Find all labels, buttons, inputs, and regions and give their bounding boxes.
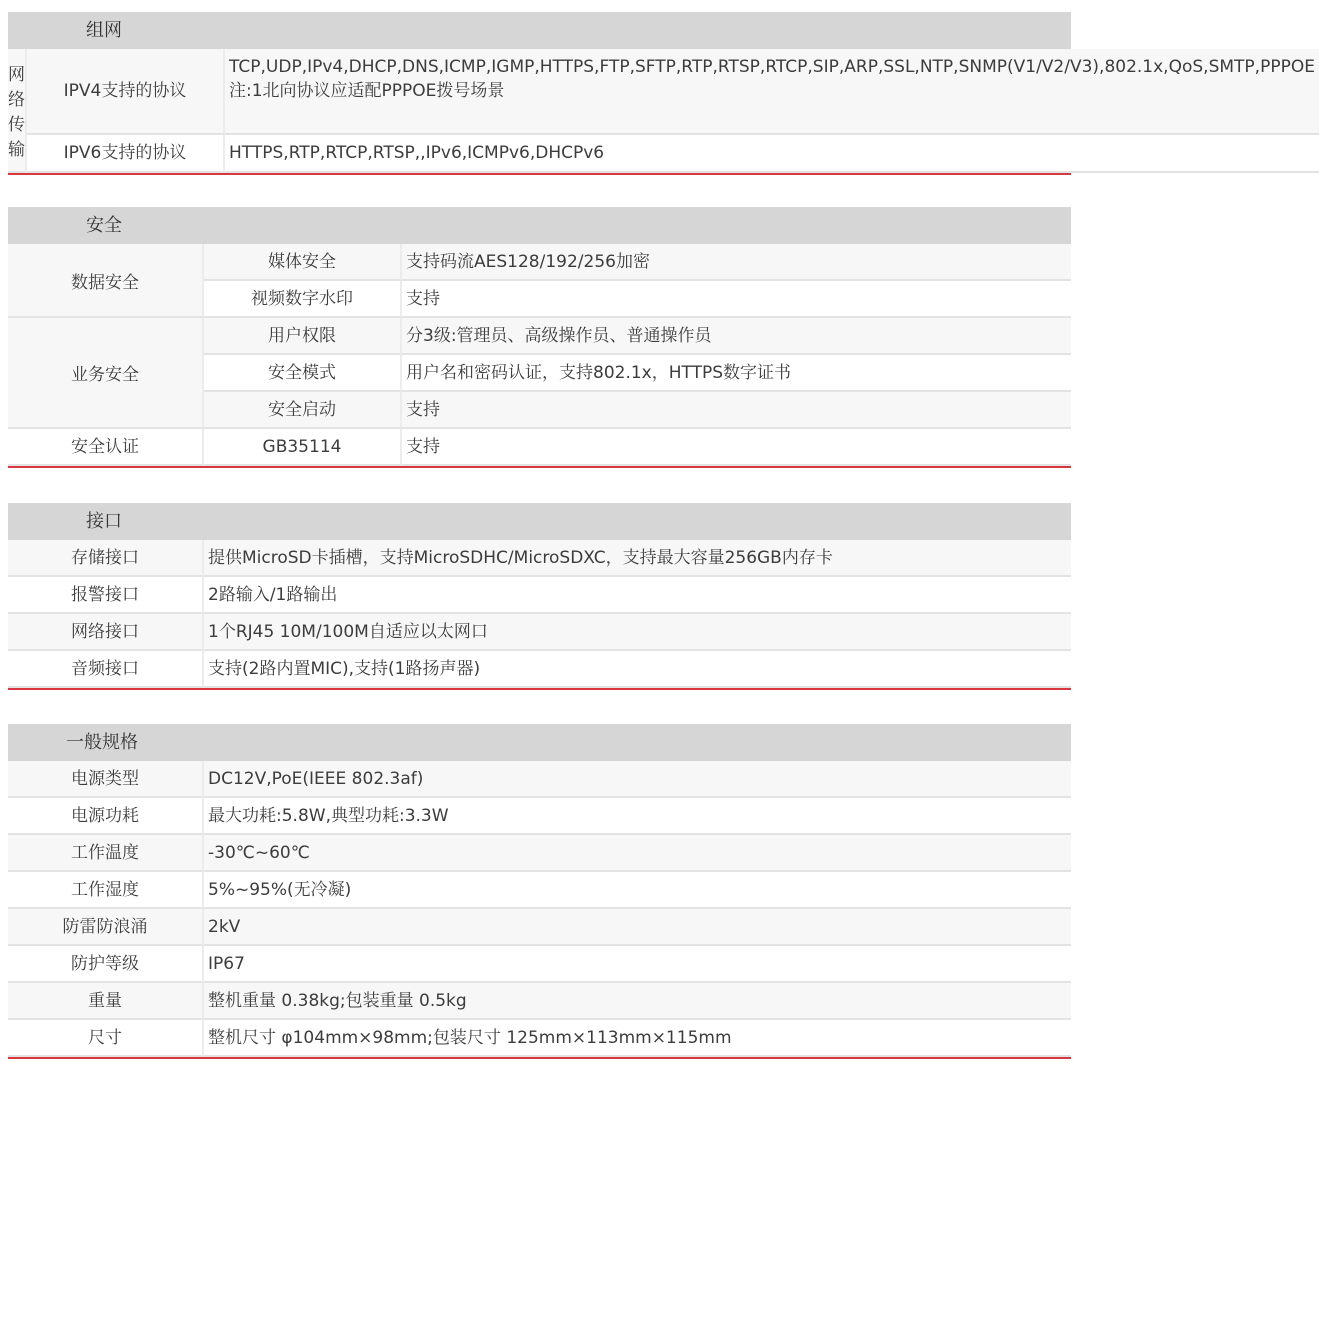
section-title: 组网: [8, 12, 1071, 49]
row-label: 视频数字水印: [204, 281, 402, 318]
network-transport-group: [8, 49, 1315, 173]
row-label: 工作温度: [8, 835, 204, 872]
row-label: IPV4支持的协议: [27, 49, 225, 135]
row-label: 安全启动: [204, 392, 402, 429]
row-label: 媒体安全: [204, 244, 402, 281]
networking-section: [8, 12, 1315, 175]
table-row: [8, 983, 1071, 1020]
table-row: [204, 318, 1071, 355]
section-divider: [8, 173, 1071, 175]
table-row: [204, 392, 1071, 429]
row-value: 支持: [402, 392, 1071, 429]
table-row: [8, 798, 1071, 835]
row-value: IP67: [204, 946, 1071, 983]
row-value: 2路输入/1路输出: [204, 577, 1071, 614]
table-row: [8, 946, 1071, 983]
table-row: [8, 909, 1071, 946]
row-label: 音频接口: [8, 651, 204, 688]
section-divider: [8, 466, 1071, 468]
group-label: 网络传输: [8, 49, 27, 173]
table-row: [8, 651, 1071, 688]
row-value: 支持码流AES128/192/256加密: [402, 244, 1071, 281]
row-label: 工作湿度: [8, 872, 204, 909]
security-section: [8, 207, 1071, 468]
table-row: [8, 614, 1071, 651]
section-title: 接口: [8, 503, 1071, 540]
table-row: [27, 49, 1319, 135]
row-label: 尺寸: [8, 1020, 204, 1057]
row-value: 整机尺寸 φ104mm×98mm;包装尺寸 125mm×113mm×115mm: [204, 1020, 1071, 1057]
table-row: [27, 135, 1319, 173]
row-value: 支持: [402, 281, 1071, 318]
table-row: [8, 429, 1071, 466]
row-label: 报警接口: [8, 577, 204, 614]
row-value: 整机重量 0.38kg;包装重量 0.5kg: [204, 983, 1071, 1020]
row-value: 最大功耗:5.8W,典型功耗:3.3W: [204, 798, 1071, 835]
row-value: HTTPS,RTP,RTCP,RTSP,,IPv6,ICMPv6,DHCPv6: [225, 135, 1319, 173]
row-label: 电源类型: [8, 761, 204, 798]
row-value: TCP,UDP,IPv4,DHCP,DNS,ICMP,IGMP,HTTPS,FTP,SFTP,RTP,RTSP,RTCP,SIP,ARP,SSL,NTP,SNMP(V1/V2/V3),802.1x,QoS,SMTP,PPPOE 注:1北向协议应适配PPPOE拨号场景: [225, 49, 1319, 135]
data-security-group: [8, 244, 1071, 318]
row-label: 防护等级: [8, 946, 204, 983]
row-standard: GB35114: [204, 429, 402, 466]
row-label: 安全模式: [204, 355, 402, 392]
section-title: 一般规格: [8, 724, 1071, 761]
row-value: DC12V,PoE(IEEE 802.3af): [204, 761, 1071, 798]
interfaces-section: [8, 503, 1071, 690]
row-label: 用户权限: [204, 318, 402, 355]
row-label: 网络接口: [8, 614, 204, 651]
row-value: 1个RJ45 10M/100M自适应以太网口: [204, 614, 1071, 651]
row-value: 5%~95%(无冷凝): [204, 872, 1071, 909]
row-value: 2kV: [204, 909, 1071, 946]
row-label: 安全认证: [8, 429, 204, 466]
table-row: [8, 835, 1071, 872]
table-row: [8, 761, 1071, 798]
group-label: 业务安全: [8, 318, 204, 429]
row-value: 支持(2路内置MIC),支持(1路扬声器): [204, 651, 1071, 688]
row-value: 支持: [402, 429, 1071, 466]
table-row: [8, 540, 1071, 577]
group-label: 数据安全: [8, 244, 204, 318]
general-specs-section: [8, 724, 1071, 1059]
table-row: [204, 244, 1071, 281]
row-label: IPV6支持的协议: [27, 135, 225, 173]
table-row: [8, 577, 1071, 614]
row-label: 存储接口: [8, 540, 204, 577]
row-label: 防雷防浪涌: [8, 909, 204, 946]
table-row: [204, 355, 1071, 392]
row-label: 电源功耗: [8, 798, 204, 835]
row-value: 分3级:管理员、高级操作员、普通操作员: [402, 318, 1071, 355]
section-divider: [8, 1057, 1071, 1059]
row-value: 用户名和密码认证，支持802.1x，HTTPS数字证书: [402, 355, 1071, 392]
table-row: [8, 872, 1071, 909]
row-label: 重量: [8, 983, 204, 1020]
table-row: [204, 281, 1071, 318]
row-value: -30℃~60℃: [204, 835, 1071, 872]
business-security-group: [8, 318, 1071, 429]
row-value: 提供MicroSD卡插槽，支持MicroSDHC/MicroSDXC，支持最大容量256GB内存卡: [204, 540, 1071, 577]
table-row: [8, 1020, 1071, 1057]
section-title: 安全: [8, 207, 1071, 244]
section-divider: [8, 688, 1071, 690]
